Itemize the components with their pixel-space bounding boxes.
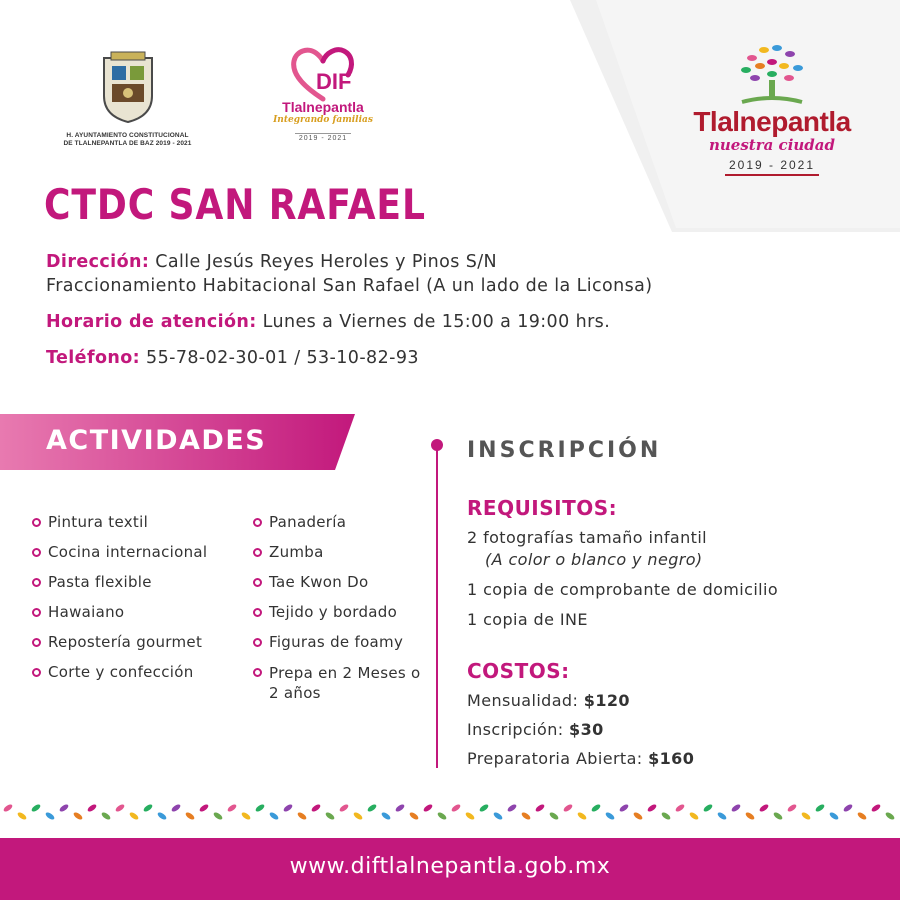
- leaf-icon: [268, 811, 279, 821]
- leaf-icon: [870, 803, 881, 813]
- list-item: [253, 543, 423, 573]
- leaf-icon: [828, 811, 839, 821]
- leaf-icon: [548, 811, 559, 821]
- list-item: [32, 573, 207, 603]
- leaf-icon: [436, 811, 447, 821]
- cost-row: [467, 719, 694, 748]
- leaf-icon: [240, 811, 251, 821]
- leaf-icon: [660, 811, 671, 821]
- activity-label: Zumba: [269, 543, 324, 561]
- schedule-line: [46, 310, 886, 334]
- cost-label: Mensualidad:: [467, 691, 579, 710]
- leaf-icon: [170, 803, 181, 813]
- dif-tagline: Integrando familias: [273, 115, 373, 125]
- leaf-icon: [156, 811, 167, 821]
- bullet-icon: [32, 518, 41, 527]
- leaf-icon: [674, 803, 685, 813]
- schedule-label: Horario de atención:: [46, 312, 257, 332]
- leaf-icon: [884, 811, 895, 821]
- leaf-icon: [58, 803, 69, 813]
- leaf-icon: [534, 803, 545, 813]
- phone-label: Teléfono:: [46, 348, 141, 368]
- leaf-icon: [702, 803, 713, 813]
- leaf-icon: [492, 811, 503, 821]
- activity-label: Panadería: [269, 513, 347, 531]
- leaf-icon: [86, 803, 97, 813]
- bullet-icon: [32, 668, 41, 677]
- leaf-icon: [282, 803, 293, 813]
- leaf-icon: [296, 811, 307, 821]
- leaf-icon: [226, 803, 237, 813]
- address-label: Dirección:: [46, 252, 150, 272]
- activity-label: Pasta flexible: [48, 573, 152, 591]
- tlalnepantla-subtitle: nuestra ciudad: [708, 136, 835, 154]
- leaf-icon: [44, 811, 55, 821]
- address-value-2: Fraccionamiento Habitacional San Rafael (A un lado de la Liconsa): [46, 276, 653, 296]
- leaf-icon: [324, 811, 335, 821]
- cost-value: $120: [583, 691, 630, 710]
- requisitos-list: [467, 527, 778, 639]
- dif-brand-text: DIF: [316, 69, 352, 94]
- bullet-icon: [32, 548, 41, 557]
- activity-label: Pintura textil: [48, 513, 149, 531]
- ayuntamiento-caption-2: DE TLALNEPANTLA DE BAZ 2019 - 2021: [63, 140, 192, 148]
- leaf-icon: [744, 811, 755, 821]
- leaf-icon: [688, 811, 699, 821]
- tlalnepantla-years: 2019 - 2021: [725, 158, 819, 176]
- leaf-icon: [604, 811, 615, 821]
- activities-list-left: [32, 513, 207, 693]
- leaf-icon: [576, 811, 587, 821]
- leaf-icon: [198, 803, 209, 813]
- leaf-icon: [408, 811, 419, 821]
- list-item: [253, 663, 423, 707]
- leaf-icon: [30, 803, 41, 813]
- leaf-icon: [394, 803, 405, 813]
- cost-value: $30: [569, 720, 604, 739]
- leaf-icon: [842, 803, 853, 813]
- leaf-icon: [72, 811, 83, 821]
- list-item: [253, 633, 423, 663]
- leaf-icon: [730, 803, 741, 813]
- costos-list: [467, 690, 694, 777]
- leaf-icon: [646, 803, 657, 813]
- leaf-icon: [506, 803, 517, 813]
- cost-row: [467, 690, 694, 719]
- leaf-icon: [352, 811, 363, 821]
- activity-label: Corte y confección: [48, 663, 194, 681]
- leaf-icon: [520, 811, 531, 821]
- list-item: 1 copia de INE: [467, 610, 588, 629]
- leaf-icon: [450, 803, 461, 813]
- center-info: [46, 250, 886, 370]
- activity-label: Tae Kwon Do: [269, 573, 369, 591]
- leaf-icon: [128, 811, 139, 821]
- list-item: [32, 603, 207, 633]
- page-title: CTDC SAN RAFAEL: [44, 180, 426, 229]
- cost-row: [467, 748, 694, 777]
- leaf-icon: [114, 803, 125, 813]
- leaf-icon: [856, 811, 867, 821]
- leaf-icon: [142, 803, 153, 813]
- leaf-icon: [2, 803, 13, 813]
- leaf-icon: [786, 803, 797, 813]
- leaf-icon: [422, 803, 433, 813]
- activity-label: Cocina internacional: [48, 543, 208, 561]
- cost-value: $160: [648, 749, 695, 768]
- leaf-icon: [814, 803, 825, 813]
- leaf-icon: [254, 803, 265, 813]
- bullet-icon: [253, 608, 262, 617]
- bullet-icon: [32, 638, 41, 647]
- cost-label: Preparatoria Abierta:: [467, 749, 643, 768]
- leaf-icon: [800, 811, 811, 821]
- list-item: [253, 603, 423, 633]
- tlalnepantla-name: Tlalnepantla: [693, 106, 851, 137]
- bullet-icon: [253, 638, 262, 647]
- leaf-icon: [716, 811, 727, 821]
- ayuntamiento-logo: [60, 48, 195, 148]
- bullet-icon: [253, 548, 262, 557]
- activity-label: Repostería gourmet: [48, 633, 203, 651]
- phone-line: [46, 346, 886, 370]
- leaf-icon: [100, 811, 111, 821]
- costos-heading: COSTOS:: [467, 659, 570, 683]
- cost-label: Inscripción:: [467, 720, 564, 739]
- ayuntamiento-caption-1: H. AYUNTAMIENTO CONSTITUCIONAL: [66, 132, 189, 139]
- leaf-icon: [380, 811, 391, 821]
- list-item: [32, 513, 207, 543]
- leaf-icon: [310, 803, 321, 813]
- leaf-icon: [618, 803, 629, 813]
- activity-label: Hawaiano: [48, 603, 125, 621]
- activities-heading: ACTIVIDADES: [46, 425, 267, 456]
- activity-label: Tejido y bordado: [269, 603, 398, 621]
- leaf-icon: [632, 811, 643, 821]
- list-item: 1 copia de comprobante de domicilio: [467, 580, 779, 599]
- list-item: [32, 543, 207, 573]
- section-divider: [436, 446, 438, 768]
- dif-logo: [268, 45, 378, 144]
- dif-heart-icon: [290, 45, 356, 103]
- list-item: [253, 513, 423, 543]
- address-value-1: Calle Jesús Reyes Heroles y Pinos S/N: [155, 252, 498, 272]
- leaf-icon: [590, 803, 601, 813]
- dif-city: Tlalnepantla: [282, 99, 364, 115]
- list-item: 2 fotografías tamaño infantil: [467, 528, 708, 547]
- list-item: [32, 663, 207, 693]
- activities-list-right: [253, 513, 423, 707]
- website-link[interactable]: www.diftlalnepantla.gob.mx: [289, 854, 611, 879]
- leaf-icon: [212, 811, 223, 821]
- bullet-icon: [253, 578, 262, 587]
- coat-of-arms-icon: [98, 48, 158, 124]
- leaf-icon: [464, 811, 475, 821]
- dif-years: 2019 - 2021: [295, 133, 351, 142]
- leaf-icon: [184, 811, 195, 821]
- bullet-icon: [253, 668, 262, 677]
- requisitos-heading: REQUISITOS:: [467, 496, 618, 520]
- leaf-icon: [772, 811, 783, 821]
- schedule-value: Lunes a Viernes de 15:00 a 19:00 hrs.: [262, 312, 611, 332]
- list-item-note: (A color o blanco y negro): [485, 550, 703, 569]
- list-item: [32, 633, 207, 663]
- bullet-icon: [32, 608, 41, 617]
- phone-value: 55-78-02-30-01 / 53-10-82-93: [146, 348, 419, 368]
- leaf-icon: [758, 803, 769, 813]
- tlalnepantla-logo: [672, 38, 872, 176]
- inscripcion-heading: INSCRIPCIÓN: [467, 438, 662, 463]
- leaf-icon: [562, 803, 573, 813]
- decorative-leaf-border: [0, 800, 900, 824]
- bullet-icon: [253, 518, 262, 527]
- leaf-icon: [16, 811, 27, 821]
- leaf-icon: [478, 803, 489, 813]
- divider-dot-icon: [431, 439, 443, 451]
- activity-label: Prepa en 2 Meses o 2 años: [269, 664, 421, 702]
- tree-icon: [722, 38, 822, 108]
- list-item: [253, 573, 423, 603]
- leaf-icon: [338, 803, 349, 813]
- address-line-1: [46, 250, 886, 274]
- bullet-icon: [32, 578, 41, 587]
- activity-label: Figuras de foamy: [269, 633, 404, 651]
- leaf-icon: [366, 803, 377, 813]
